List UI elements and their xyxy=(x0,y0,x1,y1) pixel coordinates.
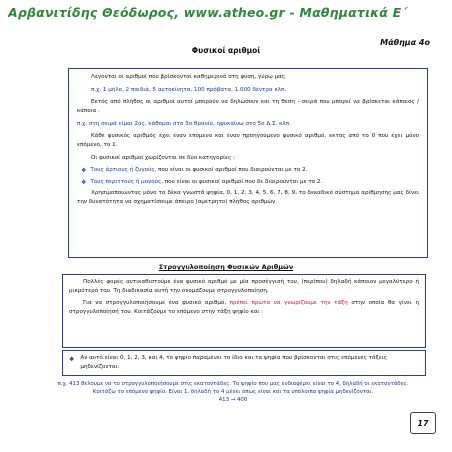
p7-part-a: Για να στρογγυλοποιήσουμε ένα φυσικό αριθμό, xyxy=(83,300,230,307)
natural-numbers-box xyxy=(68,68,428,258)
paragraph-7 xyxy=(69,299,419,316)
bullet-even xyxy=(81,166,419,175)
paragraph-1: Λέγονται οι αριθμοί που βρίσκονται καθημερινά στη φύση, γύρω μας. xyxy=(91,74,287,80)
paragraph-3: Κάθε φυσικός αριθμός έχει έναν επόμενο και έναν προηγούμενο φυσικό αριθμό, εκτός από το 0 που έχει μόνο επόμενο, το 1. xyxy=(77,133,419,148)
rounding-rule-text: Αν αυτό είναι 0, 1, 2, 3, και 4, το ψηφίο παραμένει το ίδιο και τα ψηφία που βρίσκονται στις επόμενες τάξεις μηδενίζονται. xyxy=(80,355,388,370)
page-number: 17 xyxy=(410,412,436,434)
example-1: π.χ. 1 μήλο, 2 παιδιά, 5 αυτοκίνητα, 100 πρόβατα, 1.000 δέντρα κλπ. xyxy=(91,86,287,93)
diamond-bullet-icon: ❖ xyxy=(69,356,75,363)
diamond-bullet-icon: ❖ xyxy=(81,178,87,186)
bullet-even-text xyxy=(90,166,307,175)
example-2: π.χ. στη σειρά είμαι 2ος, κάθομαι στο 3ο θρανίο, ηφυκαίνω στο 5ο Δ.Σ. κλπ. xyxy=(77,120,291,127)
paragraph-2: Εκτός από πλήθος οι αριθμοί αυτοί μπορούν να δηλώσουν και τη θέση - σειρά που μπορεί να βρίσκεται κάποιος / κάποια . xyxy=(77,99,419,114)
page-header: Αρβανιτίδης Θεόδωρος, www.atheo.gr - Μαθηματικά Ε΄ xyxy=(8,5,408,20)
bullet-odd xyxy=(81,178,419,187)
paragraph-4: Οι φυσικοί αριθμοί χωρίζονται σε δύο κατηγορίες : xyxy=(91,154,235,161)
section-title-rounding: Στρογγυλοποίηση Φυσικών Αριθμών xyxy=(158,263,294,271)
p7-part-b: στην οποία θα γίνει η στρογγυλοποίησή του. Κοιτάζουμε το επόμενο στην τάξη ψηφίο και : xyxy=(69,300,419,315)
rounding-example-text: π.χ. 413 θέλουμε να το στρογγυλοποιήσουμε στις εκατοντάδες. Το ψηφίο που μας ενδιαφέρει είναι το 4, δηλαδή οι εκατοντάδες. Κοιτάζω το επόμενο ψηφίο. Είναι 1, δηλαδή το 4 μένει όπως είναι και τα υπόλοιπα ψηφία μηδενίζονται. xyxy=(57,381,409,395)
bullet-odd-text xyxy=(90,178,322,187)
even-label: Τους άρτιους ή ζυγούς xyxy=(90,167,155,174)
odd-description: , που είναι οι φυσικοί αριθμοί που δε διαιρούνται με το 2. xyxy=(161,178,323,185)
paragraph-5: Χρησιμοποιώντας μόνο τα δέκα γνωστά ψηφία, 0, 1, 2, 3, 4, 5, 6, 7, 8, 9, το δεκαδικό σύστημα αρίθμησης μας δίνει την δυνατότητα να σχηματίσουμε άπειρο (αμέτρητο) πλήθος αριθμών. xyxy=(77,189,419,205)
rounding-example xyxy=(46,381,420,404)
rounding-section xyxy=(62,274,426,348)
section-title-natural-numbers: Φυσικοί αριθμοί xyxy=(191,46,261,55)
paragraph-6: Πολλές φορές αντικαθιστούμε ένα φυσικό αριθμό με μία προσέγγισή του, (περίπου) δηλαδή κάποιον μεγαλύτερο ή μικρότερό του. Τη διαδικασία αυτή την ονομάζουμε στρογγυλοποίηση. xyxy=(69,279,419,294)
even-description: , που είναι οι φυσικοί αριθμοί που διαιρούνται με το 2. xyxy=(154,167,308,174)
odd-label: Τους περιττούς ή μονούς xyxy=(90,178,162,185)
rounding-rule-box xyxy=(62,350,426,376)
rounding-example-result: 413 → 400 xyxy=(218,396,248,403)
p7-highlight: πρέπει πρώτα να γνωρίζουμε την τάξη xyxy=(229,300,348,307)
lesson-label: Μάθημα 4ο xyxy=(380,38,430,47)
diamond-bullet-icon: ❖ xyxy=(81,167,87,175)
